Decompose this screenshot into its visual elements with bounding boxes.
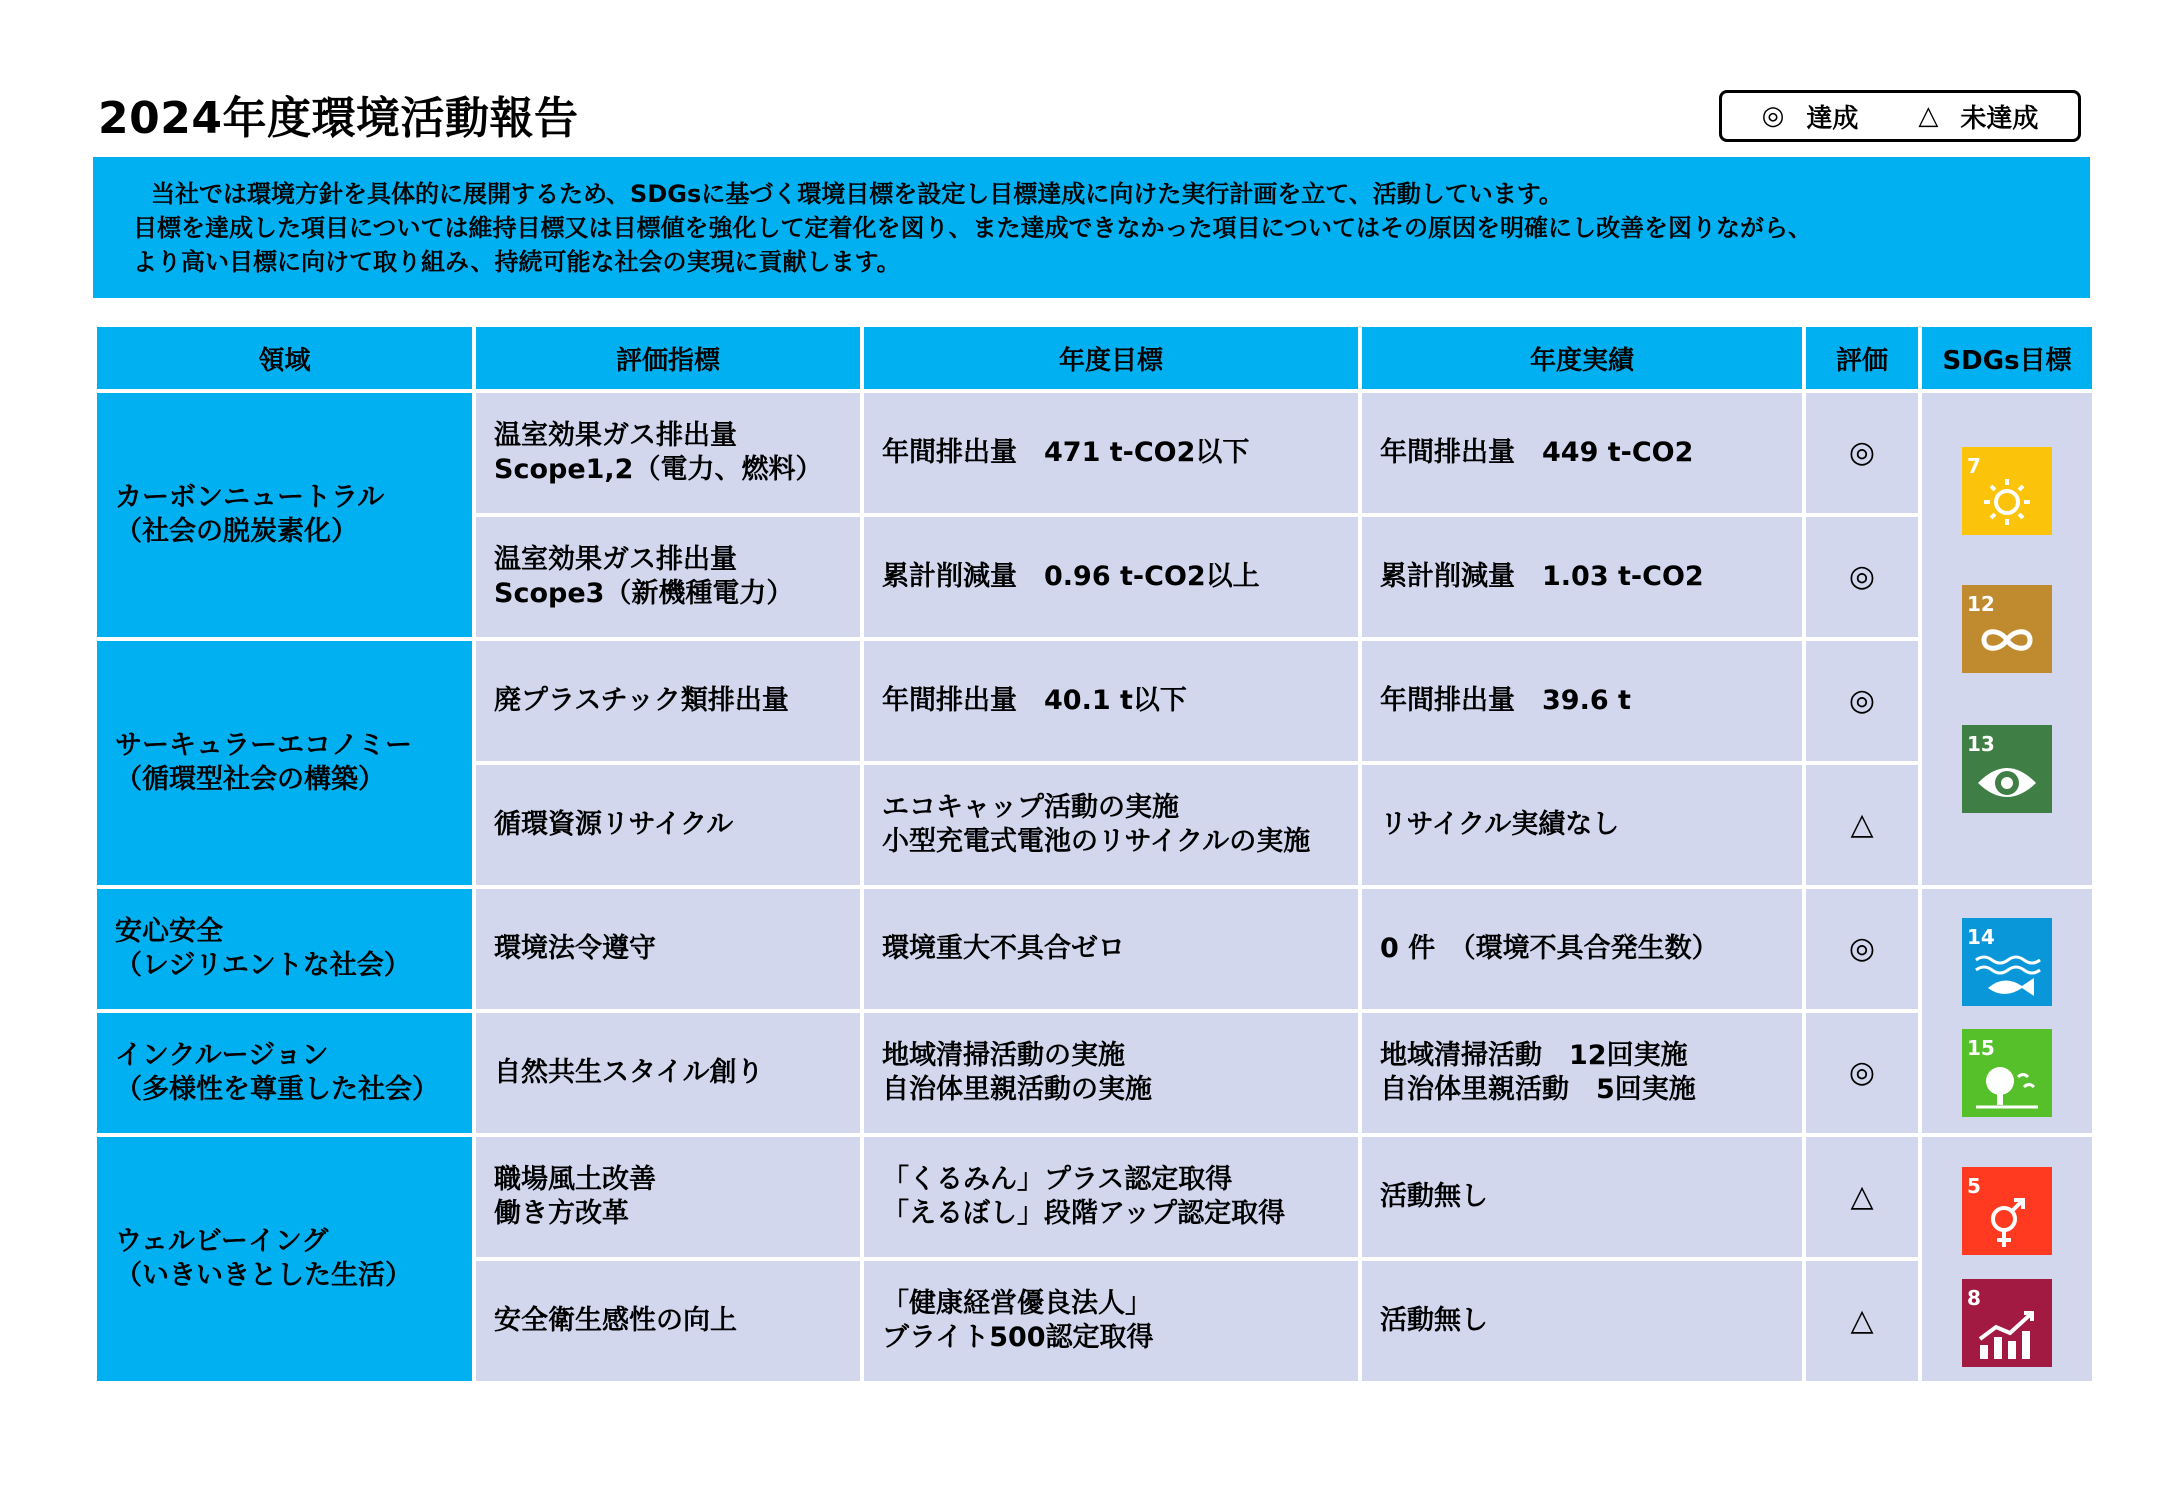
header-domain: 領域 [97, 327, 472, 389]
domain-cell [97, 1137, 472, 1381]
sdg-12-icon: 12 [1962, 585, 2052, 673]
target-cell [864, 517, 1358, 637]
indicator-text: 職場風土改善 [494, 1164, 656, 1195]
evaluation-mark: ◎ [1806, 1013, 1918, 1133]
domain-name: 安心安全 [115, 916, 223, 947]
target-text: 「えるぼし」段階アップ認定取得 [882, 1198, 1286, 1229]
indicator-cell [476, 517, 860, 637]
target-text: エコキャップ活動の実施 [882, 792, 1179, 823]
result-cell [1362, 765, 1802, 885]
indicator-text: 自然共生スタイル創り [494, 1057, 764, 1088]
indicator-text: Scope3（新機種電力） [494, 578, 794, 609]
sdg-cell-group-1 [1922, 393, 2092, 885]
target-cell [864, 1261, 1358, 1381]
header-sdgs: SDGs目標 [1922, 327, 2092, 389]
indicator-cell [476, 1261, 860, 1381]
legend-achieved-label: 達成 [1806, 103, 1859, 134]
header-evaluation: 評価 [1806, 327, 1918, 389]
evaluation-mark: ◎ [1806, 393, 1918, 513]
legend-not-achieved-label: 未達成 [1960, 103, 2039, 134]
target-text: 小型充電式電池のリサイクルの実施 [882, 826, 1311, 857]
target-text: ブライト500認定取得 [882, 1322, 1154, 1353]
result-cell [1362, 517, 1802, 637]
result-text: 活動無し [1380, 1181, 1488, 1212]
domain-subtitle: （レジリエントな社会） [115, 950, 411, 981]
result-text: 活動無し [1380, 1305, 1488, 1336]
triangle-icon: △ [1918, 101, 1939, 131]
evaluation-mark: △ [1806, 1137, 1918, 1257]
table-row [97, 641, 2092, 761]
domain-name: ウェルビーイング [115, 1226, 329, 1257]
domain-cell [97, 1013, 472, 1133]
sdg-13-icon: 13 [1962, 725, 2052, 813]
header-result: 年度実績 [1362, 327, 1802, 389]
page-title: 2024年度環境活動報告 [98, 93, 579, 144]
header-row [97, 327, 2092, 389]
result-text: 自治体里親活動 5回実施 [1380, 1074, 1696, 1105]
indicator-text: 環境法令遵守 [494, 933, 656, 964]
domain-cell [97, 641, 472, 885]
target-text: 累計削減量 0.96 t-CO2以上 [882, 561, 1260, 592]
indicator-text: 安全衛生感性の向上 [494, 1305, 737, 1336]
sdg-5-icon: 5 [1962, 1167, 2052, 1255]
indicator-cell [476, 1013, 860, 1133]
result-cell [1362, 1137, 1802, 1257]
sdg-7-icon: 7 [1962, 447, 2052, 535]
domain-cell [97, 393, 472, 637]
target-cell [864, 1137, 1358, 1257]
domain-cell [97, 889, 472, 1009]
indicator-text: 温室効果ガス排出量 [494, 544, 737, 575]
table-row [97, 1137, 2092, 1257]
target-text: 地域清掃活動の実施 [882, 1040, 1125, 1071]
domain-subtitle: （多様性を尊重した社会） [115, 1074, 439, 1105]
result-text: 累計削減量 1.03 t-CO2 [1380, 561, 1704, 592]
evaluation-mark: △ [1806, 765, 1918, 885]
header-target: 年度目標 [864, 327, 1358, 389]
legend-box [1719, 90, 2081, 142]
result-cell [1362, 1013, 1802, 1133]
indicator-cell [476, 641, 860, 761]
target-text: 「健康経営優良法人」 [882, 1288, 1152, 1319]
table-row [97, 889, 2092, 1009]
sdg-15-icon: 15 [1962, 1029, 2052, 1117]
domain-name: サーキュラーエコノミー [115, 730, 412, 761]
domain-name: カーボンニュートラル [115, 482, 385, 513]
domain-subtitle: （循環型社会の構築） [115, 764, 385, 795]
indicator-cell [476, 1137, 860, 1257]
sdg-14-icon: 14 [1962, 918, 2052, 1006]
target-cell [864, 393, 1358, 513]
domain-name: インクルージョン [115, 1040, 329, 1071]
target-text: 年間排出量 471 t-CO2以下 [882, 437, 1250, 468]
target-text: 自治体里親活動の実施 [882, 1074, 1152, 1105]
indicator-text: 働き方改革 [494, 1198, 629, 1229]
evaluation-mark: ◎ [1806, 641, 1918, 761]
result-text: 地域清掃活動 12回実施 [1380, 1040, 1688, 1071]
table-row [97, 1013, 2092, 1133]
legend-achieved [1762, 98, 1859, 135]
result-cell [1362, 641, 1802, 761]
evaluation-mark: ◎ [1806, 889, 1918, 1009]
intro-banner [93, 157, 2090, 298]
result-cell [1362, 393, 1802, 513]
sdg-cell-group-3 [1922, 1137, 2092, 1381]
table-row [97, 393, 2092, 513]
target-text: 「くるみん」プラス認定取得 [882, 1164, 1233, 1195]
result-text: 年間排出量 39.6 t [1380, 685, 1631, 716]
intro-line: 目標を達成した項目については維持目標又は目標値を強化して定着化を図り、また達成できなかった項目についてはその原因を明確にし改善を図りながら、 [133, 214, 1813, 242]
result-text: リサイクル実績なし [1380, 809, 1620, 840]
result-text: 年間排出量 449 t-CO2 [1380, 437, 1694, 468]
indicator-text: Scope1,2（電力、燃料） [494, 454, 823, 485]
domain-subtitle: （いきいきとした生活） [115, 1260, 412, 1291]
target-cell [864, 765, 1358, 885]
indicator-text: 循環資源リサイクル [494, 809, 734, 840]
result-cell [1362, 889, 1802, 1009]
evaluation-mark: ◎ [1806, 517, 1918, 637]
sdg-8-icon: 8 [1962, 1279, 2052, 1367]
indicator-cell [476, 765, 860, 885]
intro-line: より高い目標に向けて取り組み、持続可能な社会の実現に貢献します。 [133, 248, 901, 276]
double-circle-icon: ◎ [1761, 101, 1785, 131]
header-indicator: 評価指標 [476, 327, 860, 389]
target-cell [864, 641, 1358, 761]
target-cell [864, 889, 1358, 1009]
domain-subtitle: （社会の脱炭素化） [115, 516, 358, 547]
report-table [93, 323, 2096, 1385]
indicator-text: 温室効果ガス排出量 [494, 420, 737, 451]
legend-not-achieved [1918, 98, 2038, 135]
evaluation-mark: △ [1806, 1261, 1918, 1381]
target-text: 環境重大不具合ゼロ [882, 933, 1125, 964]
result-text: 0 件 （環境不具合発生数） [1380, 933, 1719, 964]
indicator-cell [476, 393, 860, 513]
indicator-cell [476, 889, 860, 1009]
target-cell [864, 1013, 1358, 1133]
intro-line: 当社では環境方針を具体的に展開するため、SDGsに基づく環境目標を設定し目標達成に向けた実行計画を立て、活動しています。 [151, 180, 1563, 208]
sdg-cell-group-2 [1922, 889, 2092, 1133]
target-text: 年間排出量 40.1 t以下 [882, 685, 1187, 716]
result-cell [1362, 1261, 1802, 1381]
indicator-text: 廃プラスチック類排出量 [494, 685, 789, 716]
